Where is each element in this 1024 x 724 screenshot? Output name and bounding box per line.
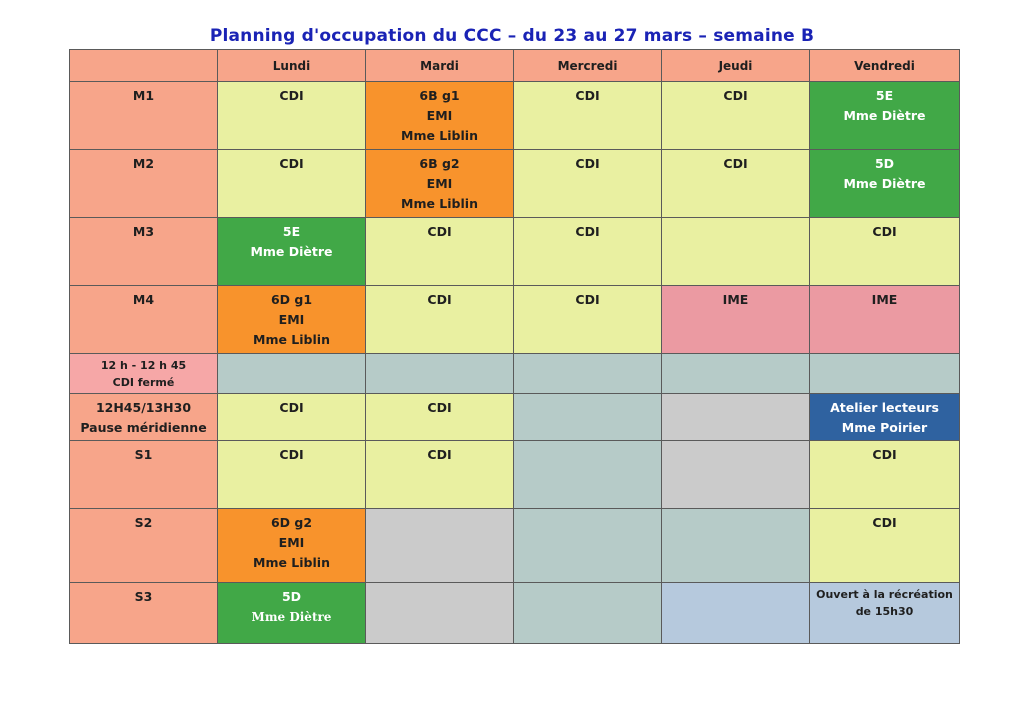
slot-row-lunch-break xyxy=(70,394,960,441)
slot-row-s2 xyxy=(70,509,960,583)
day-header: Mardi xyxy=(366,50,514,82)
schedule-cell: CDI xyxy=(514,82,662,150)
schedule-cell: CDI xyxy=(662,150,810,218)
schedule-cell: CDI xyxy=(366,441,514,509)
schedule-cell xyxy=(662,218,810,286)
schedule-cell: 5E Mme Diètre xyxy=(218,218,366,286)
schedule-cell: 6D g2 EMI Mme Liblin xyxy=(218,509,366,583)
schedule-cell xyxy=(366,354,514,394)
schedule-cell xyxy=(662,394,810,441)
schedule-cell: CDI xyxy=(366,394,514,441)
schedule-cell: IME xyxy=(662,286,810,354)
page-title: Planning d'occupation du CCC – du 23 au 27 mars – semaine B xyxy=(209,26,815,46)
schedule-cell xyxy=(514,441,662,509)
schedule-cell xyxy=(366,509,514,583)
schedule-cell: CDI xyxy=(366,218,514,286)
schedule-cell: 5E Mme Diètre xyxy=(810,82,960,150)
schedule-cell: CDI xyxy=(218,394,366,441)
slot-row-m4 xyxy=(70,286,960,354)
slot-row-m3 xyxy=(70,218,960,286)
schedule-cell: 6B g1 EMI Mme Liblin xyxy=(366,82,514,150)
schedule-cell: CDI xyxy=(218,82,366,150)
schedule-cell xyxy=(366,583,514,644)
schedule-cell: 6D g1 EMI Mme Liblin xyxy=(218,286,366,354)
day-header: Jeudi xyxy=(662,50,810,82)
schedule-cell xyxy=(810,354,960,394)
schedule-cell: CDI xyxy=(514,150,662,218)
slot-row-noon-closed xyxy=(70,354,960,394)
schedule-cell: CDI xyxy=(366,286,514,354)
schedule-cell xyxy=(514,354,662,394)
slot-label: 12H45/13H30 Pause méridienne xyxy=(70,394,218,441)
corner-cell xyxy=(70,50,218,82)
schedule-cell: CDI xyxy=(218,150,366,218)
slot-row-m1 xyxy=(70,82,960,150)
schedule-cell: CDI xyxy=(218,441,366,509)
slot-label: S3 xyxy=(70,583,218,644)
schedule-cell: 5D Mme Diètre xyxy=(218,583,366,644)
schedule-cell: Atelier lecteurs Mme Poirier xyxy=(810,394,960,441)
slot-row-s1 xyxy=(70,441,960,509)
slot-label: S1 xyxy=(70,441,218,509)
schedule-cell: IME xyxy=(810,286,960,354)
slot-label: 12 h - 12 h 45 CDI fermé xyxy=(70,354,218,394)
schedule-cell: CDI xyxy=(514,286,662,354)
schedule-cell xyxy=(662,441,810,509)
schedule-cell xyxy=(662,354,810,394)
schedule-cell xyxy=(662,509,810,583)
schedule-cell: CDI xyxy=(810,441,960,509)
day-header: Vendredi xyxy=(810,50,960,82)
slot-label: M3 xyxy=(70,218,218,286)
schedule-cell xyxy=(514,394,662,441)
schedule-cell xyxy=(662,583,810,644)
schedule-cell: CDI xyxy=(810,509,960,583)
day-header: Mercredi xyxy=(514,50,662,82)
schedule-cell: CDI xyxy=(514,218,662,286)
slot-row-s3 xyxy=(70,583,960,644)
slot-label: M4 xyxy=(70,286,218,354)
schedule-table xyxy=(69,49,960,644)
slot-label: M1 xyxy=(70,82,218,150)
slot-label: S2 xyxy=(70,509,218,583)
slot-label: M2 xyxy=(70,150,218,218)
schedule-cell xyxy=(514,509,662,583)
schedule-cell xyxy=(218,354,366,394)
schedule-cell xyxy=(514,583,662,644)
schedule-cell: 5D Mme Diètre xyxy=(810,150,960,218)
schedule-cell: Ouvert à la récréation de 15h30 xyxy=(810,583,960,644)
schedule-cell: 6B g2 EMI Mme Liblin xyxy=(366,150,514,218)
slot-row-m2 xyxy=(70,150,960,218)
schedule-cell: CDI xyxy=(810,218,960,286)
schedule-cell: CDI xyxy=(662,82,810,150)
day-header: Lundi xyxy=(218,50,366,82)
